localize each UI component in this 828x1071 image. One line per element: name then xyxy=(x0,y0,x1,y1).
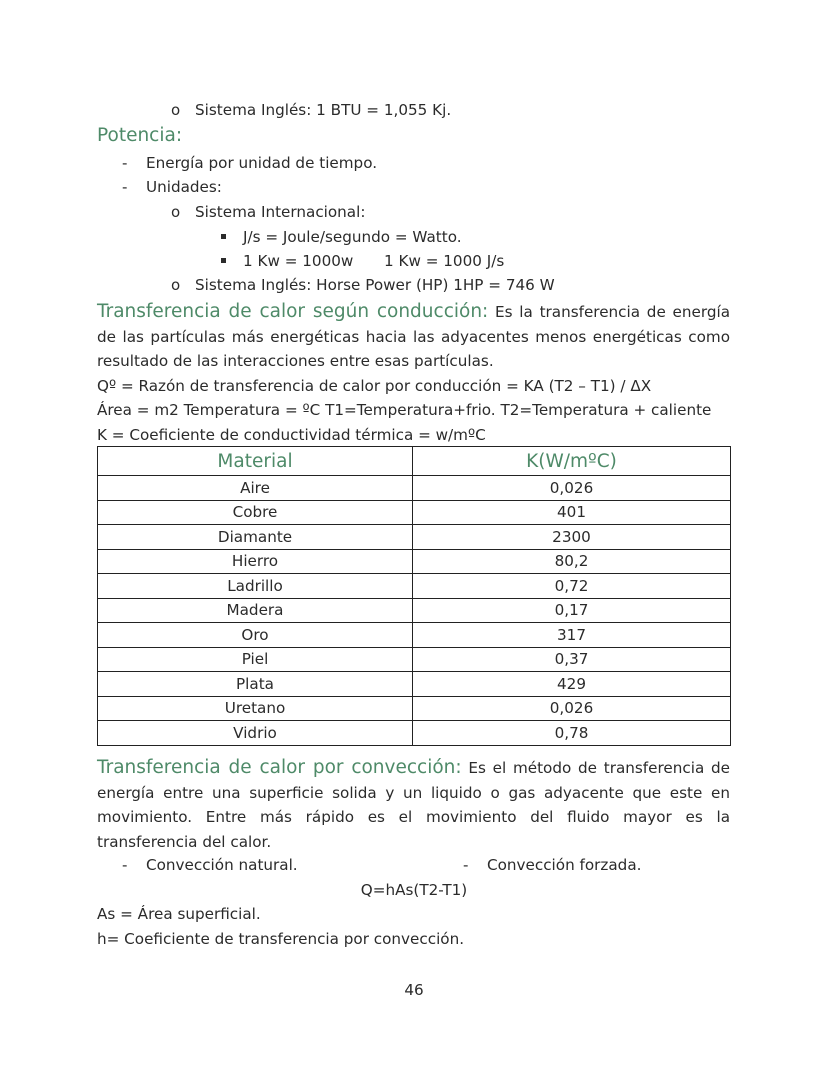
conveccion-paragraph xyxy=(97,756,730,854)
table-header-material: Material xyxy=(98,447,413,476)
table-row xyxy=(98,574,731,599)
conduccion-heading: Transferencia de calor según conducción: xyxy=(97,301,489,322)
table-row xyxy=(98,549,731,574)
dash-bullet: - xyxy=(463,856,469,874)
potencia-item-2: Unidades: xyxy=(146,178,222,196)
table-row xyxy=(98,623,731,648)
k-cell: 80,2 xyxy=(413,549,731,574)
k-cell: 0,17 xyxy=(413,598,731,623)
page-number: 46 xyxy=(404,981,424,999)
conduccion-intro: Es la transferencia de energía de las partículas más energéticas hacia las adyacentes menos energéticas como resultado de las interacciones entre esas partículas. xyxy=(97,303,730,370)
conduccion-k-line: K = Coeficiente de conductividad térmica = w/mºC xyxy=(97,426,486,444)
material-cell: Oro xyxy=(98,623,413,648)
table-row xyxy=(98,647,731,672)
potencia-si-a: J/s = Joule/segundo = Watto. xyxy=(243,228,462,246)
table-header-row xyxy=(98,447,731,476)
conveccion-intro: Es el método de transferencia de energía entre una superficie solida y un liquido o gas adyacente que este en movimiento. Entre más rápido es el movimiento del fluido mayor es la transferencia del calor. xyxy=(97,759,730,851)
k-cell: 401 xyxy=(413,500,731,525)
table-row xyxy=(98,525,731,550)
circle-bullet: o xyxy=(171,101,181,119)
square-bullet-icon xyxy=(221,234,226,239)
conduccion-paragraph xyxy=(97,300,730,374)
table-row xyxy=(98,721,731,746)
material-cell: Piel xyxy=(98,647,413,672)
k-cell: 0,37 xyxy=(413,647,731,672)
material-cell: Cobre xyxy=(98,500,413,525)
energia-sistema-ingles: Sistema Inglés: 1 BTU = 1,055 Kj. xyxy=(195,101,452,119)
material-cell: Aire xyxy=(98,476,413,501)
conductivity-table xyxy=(97,446,731,746)
material-cell: Madera xyxy=(98,598,413,623)
material-cell: Uretano xyxy=(98,696,413,721)
k-cell: 0,026 xyxy=(413,696,731,721)
table-row xyxy=(98,500,731,525)
table-row xyxy=(98,672,731,697)
material-cell: Ladrillo xyxy=(98,574,413,599)
conveccion-h-line: h= Coeficiente de transferencia por convección. xyxy=(97,930,465,948)
conduccion-formula: Qº = Razón de transferencia de calor por conducción = KA (T2 – T1) / ΔX xyxy=(97,377,652,395)
material-cell: Hierro xyxy=(98,549,413,574)
k-cell: 0,026 xyxy=(413,476,731,501)
square-bullet-icon xyxy=(221,258,226,263)
material-cell: Plata xyxy=(98,672,413,697)
material-cell: Diamante xyxy=(98,525,413,550)
table-header-k: K(W/mºC) xyxy=(413,447,731,476)
dash-bullet: - xyxy=(122,178,128,196)
potencia-item-1: Energía por unidad de tiempo. xyxy=(146,154,378,172)
conveccion-formula: Q=hAs(T2-T1) xyxy=(360,881,468,899)
conveccion-heading: Transferencia de calor por convección: xyxy=(97,757,462,778)
potencia-si-c: 1 Kw = 1000 J/s xyxy=(384,252,505,270)
conveccion-natural: Convección natural. xyxy=(146,856,298,874)
conveccion-as-line: As = Área superficial. xyxy=(97,905,261,923)
table-row xyxy=(98,598,731,623)
table-row xyxy=(98,696,731,721)
k-cell: 0,78 xyxy=(413,721,731,746)
circle-bullet: o xyxy=(171,276,181,294)
k-cell: 317 xyxy=(413,623,731,648)
potencia-si-label: Sistema Internacional: xyxy=(195,203,366,221)
potencia-ingles: Sistema Inglés: Horse Power (HP) 1HP = 746 W xyxy=(195,276,555,294)
k-cell: 0,72 xyxy=(413,574,731,599)
conduccion-area-line: Área = m2 Temperatura = ºC T1=Temperatura+frio. T2=Temperatura + caliente xyxy=(97,401,712,419)
dash-bullet: - xyxy=(122,154,128,172)
table-row xyxy=(98,476,731,501)
k-cell: 429 xyxy=(413,672,731,697)
material-cell: Vidrio xyxy=(98,721,413,746)
conveccion-forzada: Convección forzada. xyxy=(487,856,642,874)
circle-bullet: o xyxy=(171,203,181,221)
potencia-heading: Potencia: xyxy=(97,125,183,146)
dash-bullet: - xyxy=(122,856,128,874)
k-cell: 2300 xyxy=(413,525,731,550)
potencia-si-b: 1 Kw = 1000w xyxy=(243,252,354,270)
